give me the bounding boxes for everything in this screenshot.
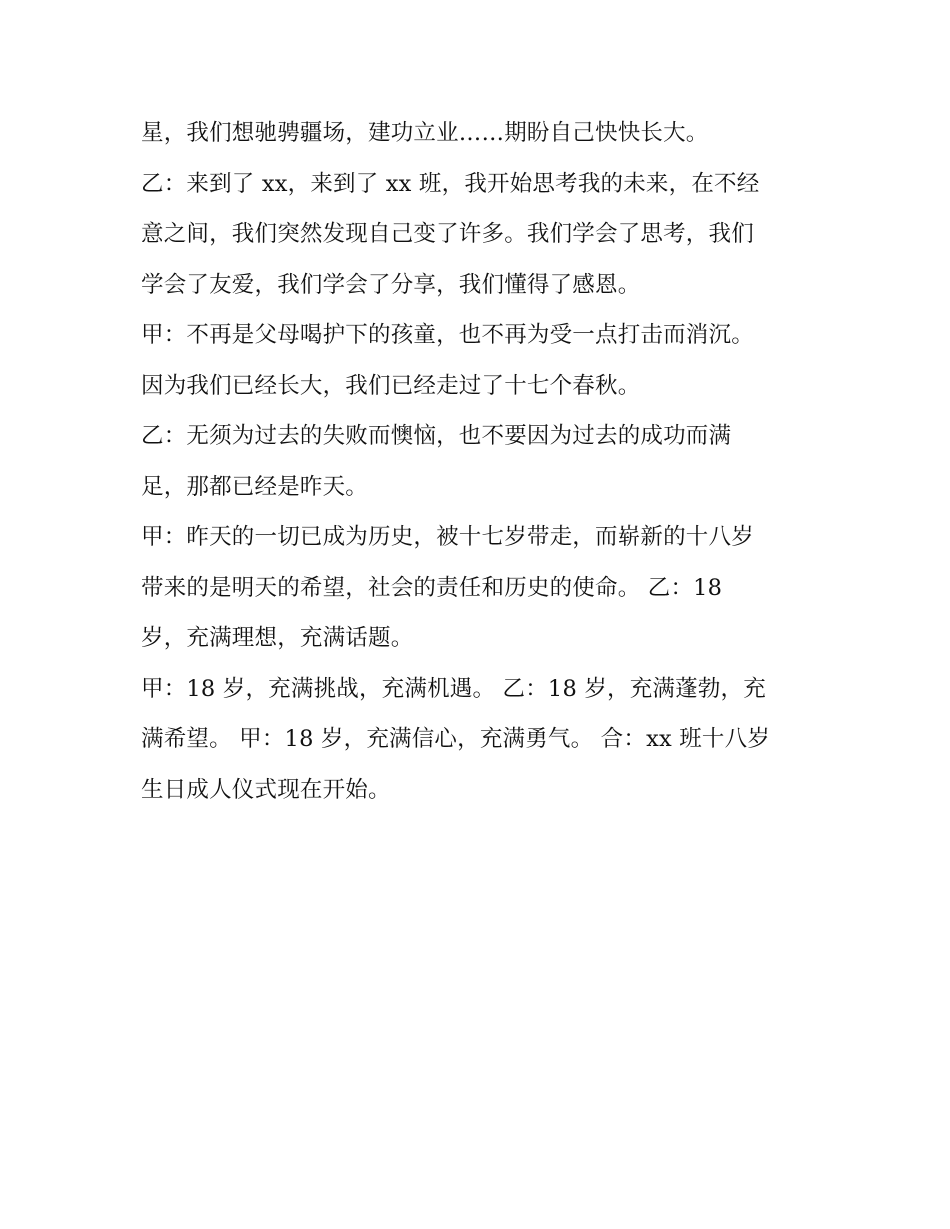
text-line: 乙：来到了 xx，来到了 xx 班，我开始思考我的未来，在不经 bbox=[141, 170, 760, 197]
text-line: 甲：18 岁，充满挑战，充满机遇。 乙：18 岁，充满蓬勃，充 bbox=[141, 675, 766, 702]
text-line: 因为我们已经长大，我们已经走过了十七个春秋。 bbox=[141, 372, 641, 399]
text-line: 甲：昨天的一切已成为历史，被十七岁带走，而崭新的十八岁 bbox=[141, 524, 754, 550]
text-line: 岁，充满理想，充满话题。 bbox=[141, 625, 414, 651]
text-line: 满希望。 甲：18 岁，充满信心，充满勇气。 合：xx 班十八岁 bbox=[141, 726, 771, 752]
text-line: 星，我们想驰骋疆场，建功立业……期盼自己快快长大。 bbox=[141, 120, 709, 146]
text-line: 甲：不再是父母喝护下的孩童，也不再为受一点打击而消沉。 bbox=[141, 322, 754, 348]
text-line: 带来的是明天的希望，社会的责任和历史的使命。 乙：18 bbox=[141, 574, 723, 601]
document-body bbox=[141, 108, 821, 815]
text-line: 足，那都已经是昨天。 bbox=[141, 473, 369, 500]
text-line: 乙：无须为过去的失败而懊恼，也不要因为过去的成功而满 bbox=[141, 423, 732, 449]
text-line: 意之间，我们突然发现自己变了许多。我们学会了思考，我们 bbox=[141, 221, 754, 247]
text-line: 生日成人仪式现在开始。 bbox=[141, 776, 391, 803]
text-line: 学会了友爱，我们学会了分享，我们懂得了感恩。 bbox=[141, 271, 641, 298]
